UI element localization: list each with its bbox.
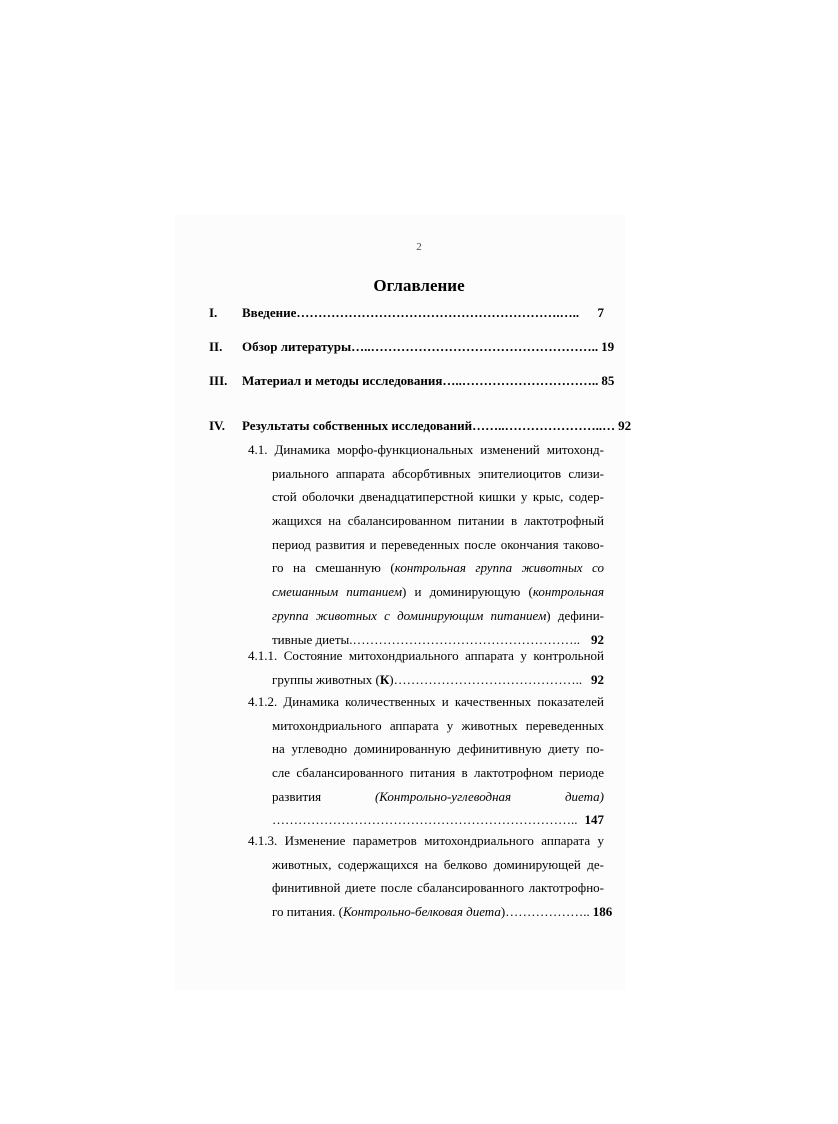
toc-entry-number: IV.: [209, 418, 226, 433]
toc-leader-dots: ………………..: [505, 904, 590, 920]
toc-text-line: стой оболочки двенадцатиперстной кишки у крыс, содер-: [272, 489, 604, 505]
toc-entry-materials-methods[interactable]: [209, 372, 615, 390]
toc-text-line: группа животных с доминирующим питанием) дефини-: [272, 607, 605, 623]
toc-subentry-4-1-1[interactable]: [248, 644, 604, 691]
toc-leader-dots: …..……………………………………………..: [351, 339, 599, 354]
toc-text-line-final: го питания. (Контрольно-белковая диета) ……………….. 186: [248, 900, 604, 924]
toc-leader-dots: ……..…………………..…: [472, 418, 616, 433]
toc-text-line: митохондриального аппарата у животных переведенных: [272, 717, 604, 733]
toc-text-line: смешанным питанием) и доминирующую (контрольная: [272, 584, 605, 600]
toc-subentry-4-1-2[interactable]: [248, 690, 604, 832]
toc-entry-title: Обзор литературы: [242, 339, 352, 354]
toc-leader-dots: ……………………………………………………………..: [272, 812, 578, 828]
toc-page-number: 147: [584, 812, 604, 828]
toc-page-number: 92: [591, 671, 604, 687]
toc-page-number: 92: [591, 631, 604, 647]
toc-text-line: 4.1.1. Состояние митохондриального аппарата у контрольной: [248, 648, 604, 663]
toc-text-line: на углеводно доминированную дефинитивную диету по-: [272, 741, 604, 757]
toc-entry-introduction[interactable]: [209, 304, 604, 322]
toc-entry-number: III.: [209, 373, 228, 388]
toc-page-number: 7: [597, 305, 604, 320]
toc-text-line: 4.1.2. Динамика количественных и качественных показателей: [248, 694, 604, 709]
toc-subentry-4-1-3[interactable]: [248, 829, 613, 924]
toc-text-line: период развития и переведенных после окончания таково-: [272, 536, 604, 552]
toc-entry-number: I.: [209, 305, 218, 320]
toc-text-line: финитивной диете после сбалансированного лактотрофно-: [272, 880, 604, 896]
toc-text-line: риального аппарата абсорбтивных эпителиоцитов слизи-: [272, 465, 604, 481]
toc-leader-dots: …………………………………………………….…..: [296, 305, 580, 320]
toc-leader-dots: ……………………………………..: [393, 671, 583, 687]
toc-entry-results[interactable]: [209, 417, 632, 435]
toc-leader-dots: …..…………………………..: [442, 373, 599, 388]
page-title: Оглавление: [373, 276, 465, 295]
toc-text-line: 4.1.3. Изменение параметров митохондриального аппарата у: [248, 833, 604, 848]
toc-text-line: 4.1. Динамика морфо-функциональных изменений митохонд-: [248, 442, 604, 457]
toc-entry-title: Материал и методы исследования: [242, 373, 443, 388]
toc-entry-literature-review[interactable]: [209, 338, 615, 356]
toc-entry-title: Результаты собственных исследований: [242, 418, 473, 433]
toc-text-line: развития (Контрольно-углеводная диета): [272, 788, 604, 804]
toc-subentry-4-1[interactable]: [248, 438, 604, 651]
toc-page-number: 186: [592, 904, 613, 920]
toc-text-line: го на смешанную (контрольная группа животных со: [272, 560, 604, 576]
toc-text-line: животных, содержащихся на белково доминирующей де-: [272, 856, 604, 872]
toc-text-line-final: тивные диеты. …………………………………………….. 92: [248, 628, 604, 652]
toc-page-number: 85: [601, 373, 615, 388]
toc-entry-title: Введение: [242, 305, 297, 320]
page-number: 2: [416, 241, 422, 253]
toc-text-line: жащихся на сбалансированном питании в лактотрофный: [272, 513, 604, 529]
toc-leader-dots: ……………………………………………..: [352, 631, 580, 647]
toc-page-number: 92: [618, 418, 632, 433]
toc-text-line-final: группы животных (К) …………………………………….. 92: [248, 668, 604, 692]
toc-page-number: 19: [601, 339, 615, 354]
toc-entry-number: II.: [209, 339, 223, 354]
toc-text-line: сле сбалансированного питания в лактотрофном периоде: [272, 765, 604, 781]
